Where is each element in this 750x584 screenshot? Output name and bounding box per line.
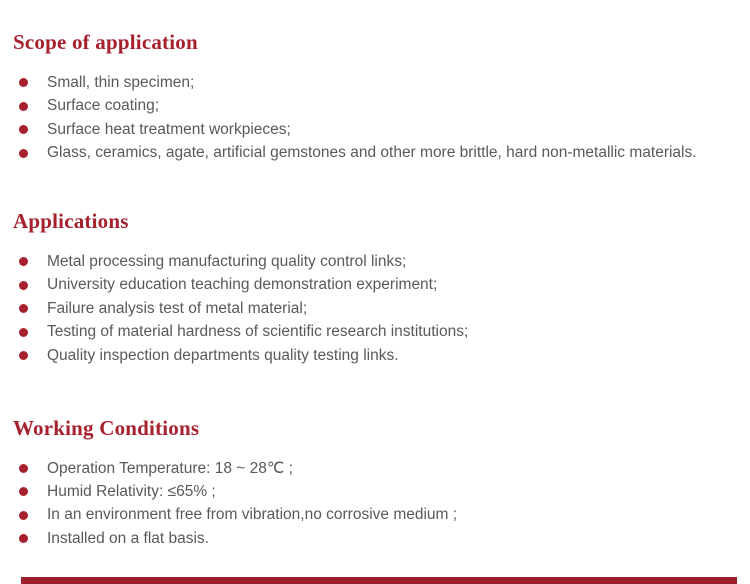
- list-item: [13, 504, 750, 528]
- list-item-text: Glass, ceramics, agate, artificial gemstones and other more brittle, hard non-metallic materials.: [47, 144, 697, 162]
- bullet-icon: [19, 281, 28, 290]
- bullet-icon: [19, 328, 28, 337]
- section-heading: Applications: [13, 209, 129, 233]
- list-item-text: Installed on a flat basis.: [47, 529, 209, 547]
- list-item: [13, 118, 750, 142]
- list-item-text: Humid Relativity: ≤65% ;: [47, 482, 216, 500]
- bullet-icon: [19, 78, 28, 87]
- applications-bullet-list: [13, 250, 750, 368]
- list-item: [13, 457, 750, 481]
- list-item-text: Failure analysis test of metal material;: [47, 299, 308, 317]
- list-item-text: Metal processing manufacturing quality control links;: [47, 252, 407, 270]
- bullet-icon: [19, 257, 28, 266]
- section-heading: Working Conditions: [13, 415, 200, 440]
- list-item-text: Surface coating;: [47, 97, 160, 115]
- list-item: [13, 527, 750, 551]
- list-item-text: Testing of material hardness of scientific research institutions;: [47, 323, 469, 341]
- list-item: [13, 274, 750, 298]
- section-heading: Scope of application: [13, 30, 198, 54]
- bullet-icon: [19, 149, 28, 158]
- bullet-icon: [19, 534, 28, 543]
- list-item: [13, 297, 750, 321]
- section-working-conditions: [13, 368, 750, 551]
- bullet-icon: [19, 487, 28, 496]
- list-item: [13, 95, 750, 119]
- list-item-text: Surface heat treatment workpieces;: [47, 120, 291, 138]
- list-item: [13, 321, 750, 345]
- list-item-text: In an environment free from vibration,no corrosive medium ;: [47, 506, 458, 524]
- bottom-divider-bar: [21, 577, 737, 584]
- bullet-icon: [19, 464, 28, 473]
- list-item-text: University education teaching demonstration experiment;: [47, 276, 438, 294]
- list-item-text: Operation Temperature: 18 ~ 28℃ ;: [47, 459, 293, 477]
- bullet-icon: [19, 125, 28, 134]
- working-conditions-bullet-list: [13, 457, 750, 551]
- section-scope-of-application: [13, 0, 750, 165]
- list-item: [13, 142, 750, 166]
- bullet-icon: [19, 351, 28, 360]
- list-item: [13, 480, 750, 504]
- list-item: [13, 344, 750, 368]
- list-item-text: Small, thin specimen;: [47, 73, 195, 91]
- bullet-icon: [19, 304, 28, 313]
- list-item-text: Quality inspection departments quality testing links.: [47, 346, 399, 364]
- section-applications: [13, 165, 750, 368]
- bullet-icon: [19, 102, 28, 111]
- list-item: [13, 250, 750, 274]
- scope-bullet-list: [13, 71, 750, 165]
- list-item: [13, 71, 750, 95]
- bullet-icon: [19, 511, 28, 520]
